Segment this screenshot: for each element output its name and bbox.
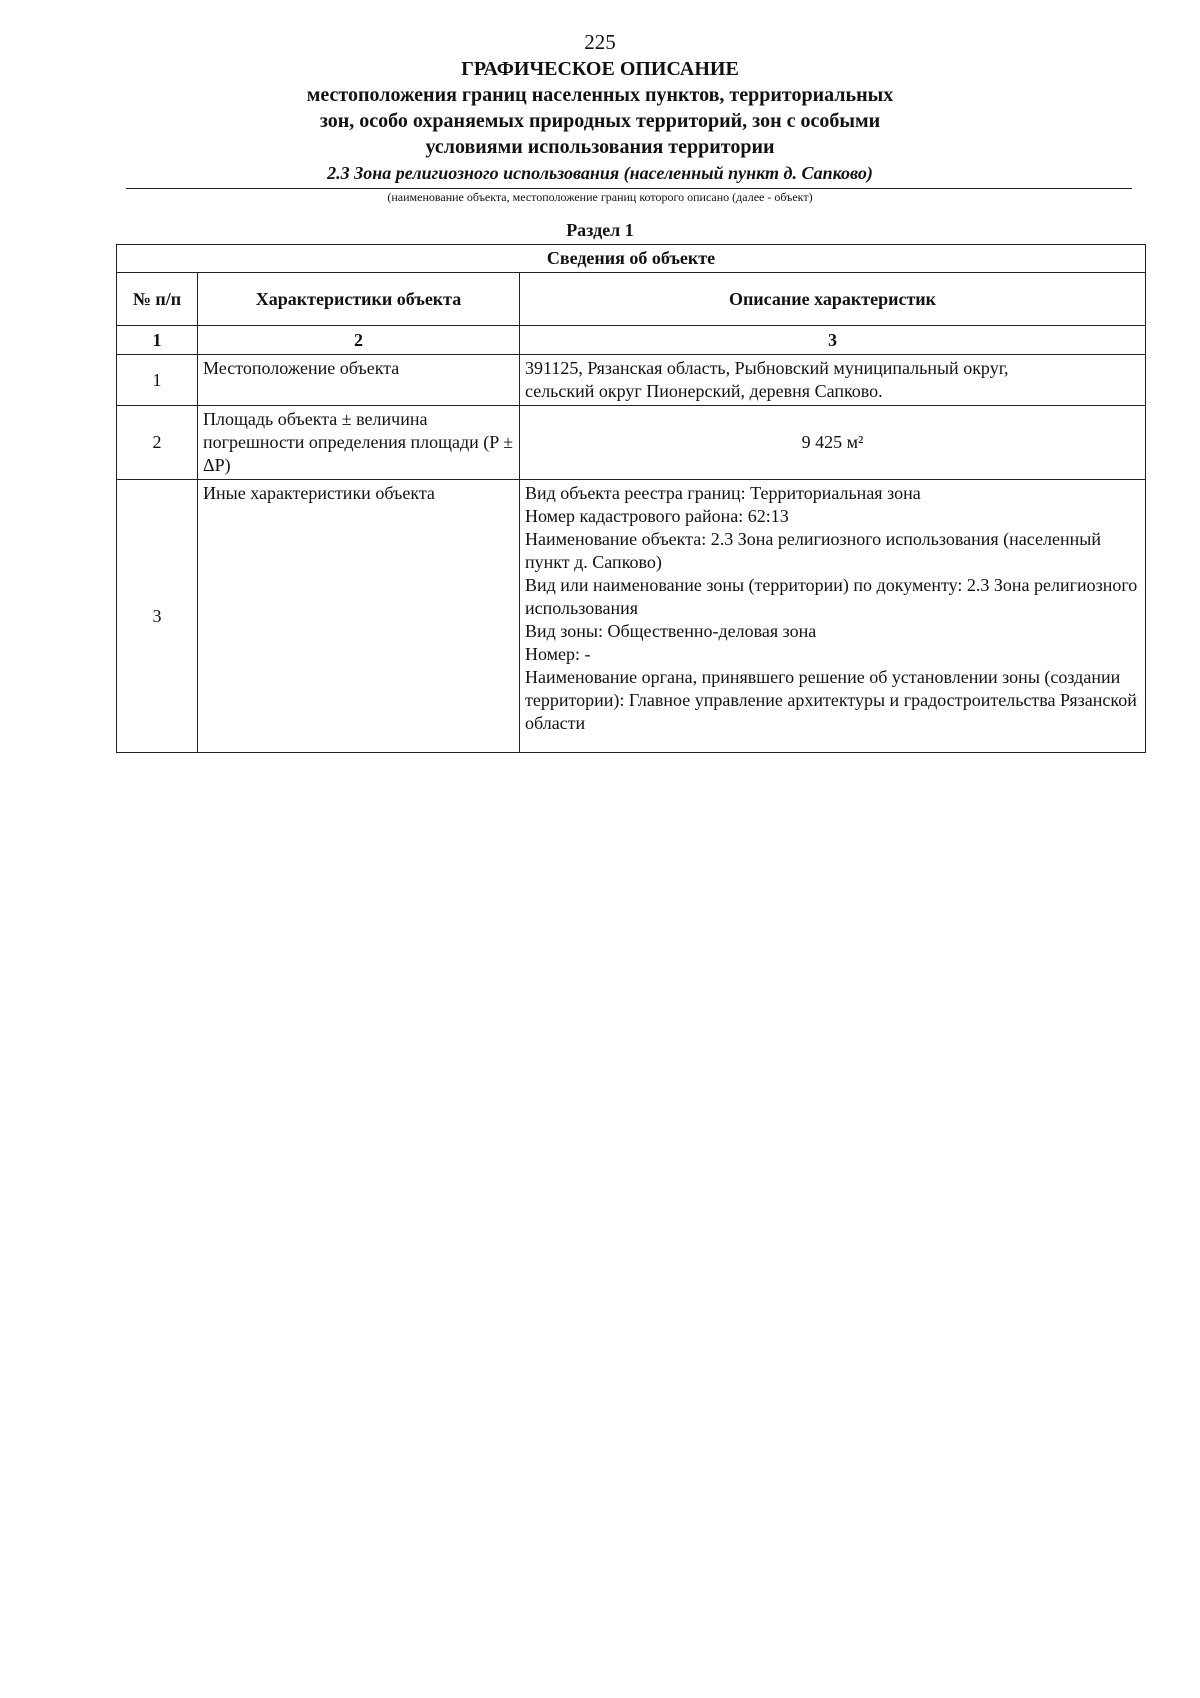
row-description [520,480,1146,753]
description-line: Вид объекта реестра границ: Территориальная зона [525,483,921,503]
table-row [117,406,1146,480]
description-line: Номер: - [525,644,591,664]
description-line: Вид зоны: Общественно-деловая зона [525,621,817,641]
document-title: ГРАФИЧЕСКОЕ ОПИСАНИЕ [461,58,739,80]
column-number: 2 [198,326,520,355]
description-line: сельский округ Пионерский, деревня Сапково. [525,381,883,401]
row-number: 1 [117,355,198,406]
object-name: 2.3 Зона религиозного использования (населенный пункт д. Сапково) [327,163,873,183]
subtitle-line: зон, особо охраняемых природных территорий, зон с особыми [319,110,881,132]
table-row [117,355,1146,406]
header-description: Описание характеристик [520,273,1146,326]
document-subtitle [0,82,1200,160]
object-info-table [116,244,1146,753]
subtitle-line: местоположения границ населенных пунктов, территориальных [306,84,894,106]
row-description [520,355,1146,406]
row-number: 3 [117,480,198,753]
row-number: 2 [117,406,198,480]
object-underline [126,188,1132,189]
row-characteristic: Площадь объекта ± величина погрешности определения площади (P ± ΔP) [198,406,520,480]
row-characteristic: Местоположение объекта [198,355,520,406]
table-title: Сведения об объекте [117,245,1146,273]
row-description [520,406,1146,480]
description-line: 391125, Рязанская область, Рыбновский муниципальный округ, [525,358,1009,378]
area-value: 9 425 м² [801,432,864,452]
column-number: 3 [520,326,1146,355]
row-characteristic: Иные характеристики объекта [198,480,520,753]
page-number: 225 [584,30,616,54]
description-line: Номер кадастрового района: 62:13 [525,506,789,526]
section-title: Раздел 1 [566,220,634,240]
description-line: Наименование объекта: 2.3 Зона религиозного использования (населенный пункт д. Сапково) [525,529,1101,572]
description-line: Наименование органа, принявшего решение об установлении зоны (создании территории): Главное управление архитектуры и градостроительства Рязанской области [525,667,1137,733]
subtitle-line: условиями использования территории [425,136,775,158]
object-caption: (наименование объекта, местоположение границ которого описано (далее - объект) [387,190,813,204]
header-characteristic: Характеристики объекта [198,273,520,326]
header-number: № п/п [117,273,198,326]
table-row [117,480,1146,753]
column-number: 1 [117,326,198,355]
description-line: Вид или наименование зоны (территории) по документу: 2.3 Зона религиозного использования [525,575,1138,618]
